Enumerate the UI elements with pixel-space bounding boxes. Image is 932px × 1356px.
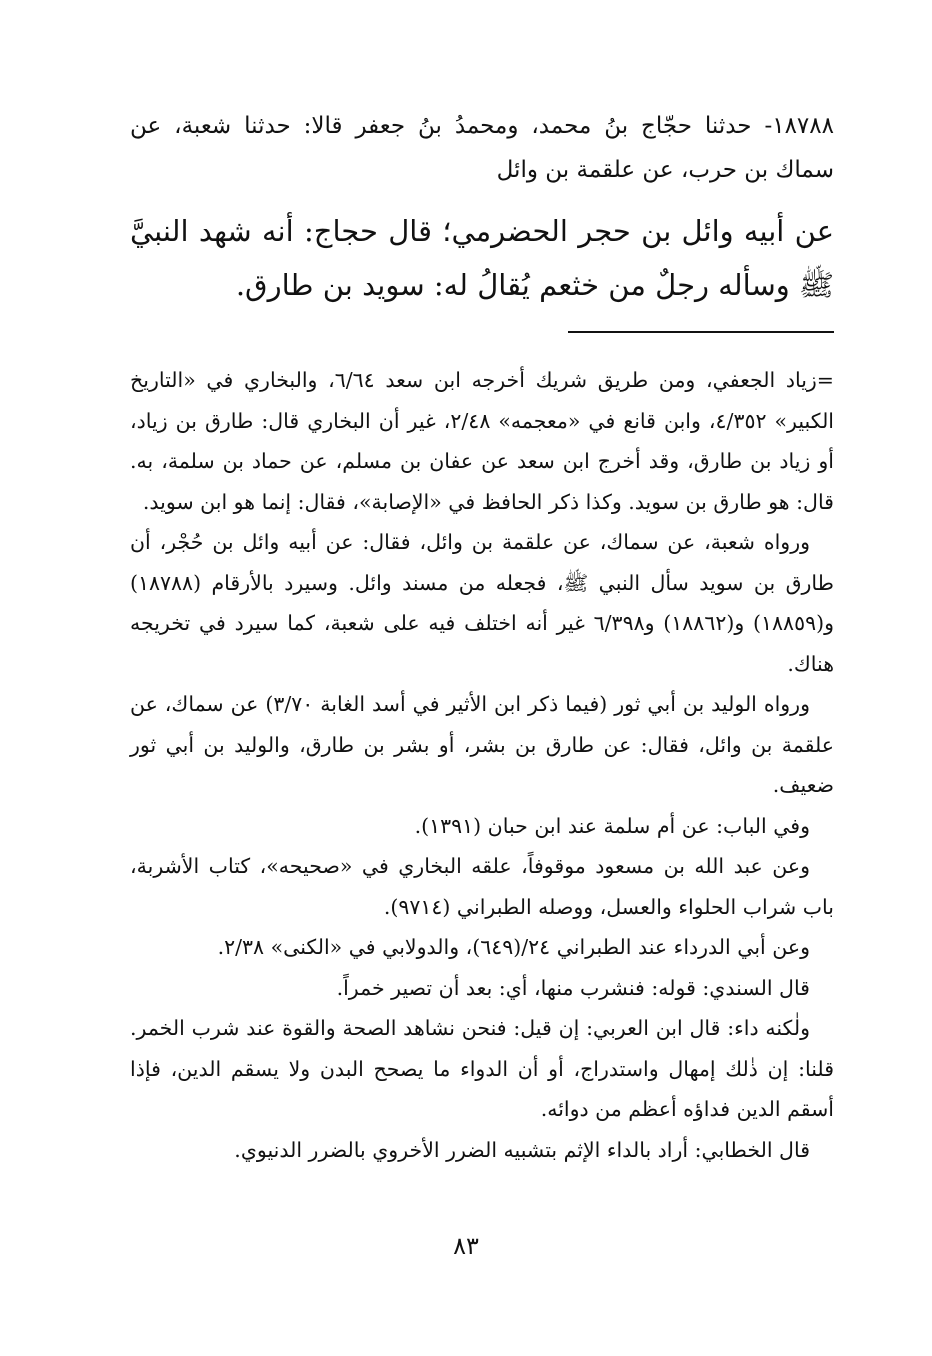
footnote-paragraph: ولٰكنه داء: قال ابن العربي: إن قيل: فنحن نشاهد الصحة والقوة عند شرب الخمر. قلنا: إن ذٰلك إمهال واستدراج، أو أن الدواء ما يصحح البدن ولا يسقم الدين، فإذا أسقم الدين فداؤه أعظم من دوائه. bbox=[130, 1016, 834, 1121]
footnote-divider bbox=[568, 331, 834, 333]
footnote-paragraph: قال السندي: قوله: فنشرب منها، أي: بعد أن تصير خمراً. bbox=[336, 975, 810, 1000]
footnote-continuation: =زياد الجعفي، ومن طريق شريك أخرجه ابن سعد ٦/٦٤، والبخاري في «التاريخ الكبير» ٤/٣٥٢، وابن قانع في «معجمه» ٢/٤٨، غير أن البخاري قال: طارق بن زياد، أو زياد بن طارق، وقد أخرج ابن سعد عن عفان بن مسلم، عن حماد بن سلمة، به. قال: هو طارق بن سويد. وكذا ذكر الحافظ في «الإصابة»، فقال: إنما هو ابن سويد. bbox=[130, 368, 835, 514]
footnote-paragraph: قال الخطابي: أراد بالداء الإثم بتشبيه الضرر الأخروي بالضرر الدنيوي. bbox=[234, 1137, 810, 1162]
page-number: ٨٣ bbox=[453, 1232, 479, 1260]
hadith-chain: ١٨٧٨٨- حدثنا حجّاج بنُ محمد، ومحمدُ بنُ جعفر قالا: حدثنا شعبة، عن سماك بن حرب، عن علقمة بن وائل bbox=[130, 113, 834, 183]
footnote-paragraph: وعن أبي الدرداء عند الطبراني ٢٤/(٦٤٩)، والدولابي في «الكنى» ٢/٣٨. bbox=[217, 935, 810, 959]
footnote-paragraph: وفي الباب: عن أم سلمة عند ابن حبان (١٣٩١). bbox=[414, 813, 810, 838]
footnotes-section bbox=[130, 360, 834, 1170]
footnote-paragraph: ورواه شعبة، عن سماك، عن علقمة بن وائل، فقال: عن أبيه وائل بن حُجْر، أن طارق بن سويد سأل النبي ﷺ، فجعله من مسند وائل. وسيرد بالأرقام (١٨٧٨٨) و(١٨٨٥٩) و(١٨٨٦٢) و٦/٣٩٨ غير أنه اختلف فيه على شعبة، كما سيرد في تخريجه هناك. bbox=[130, 530, 834, 676]
footnote-paragraph: وعن عبد الله بن مسعود موقوفاً، علقه البخاري في «صحيحه»، كتاب الأشربة، باب شراب الحلواء والعسل، ووصله الطبراني (٩٧١٤). bbox=[130, 854, 834, 919]
footnote-paragraph: ورواه الوليد بن أبي ثور (فيما ذكر ابن الأثير في أسد الغابة ٣/٧٠) عن سماك، عن علقمة بن وائل، فقال: عن طارق بن بشر، أو بشر بن طارق، والوليد بن أبي ثور ضعيف. bbox=[130, 692, 834, 797]
hadith-matn: عن أبيه وائل بن حجر الحضرمي؛ قال حجاج: أنه شهد النبيَّ ﷺ وسأله رجلٌ من خثعم يُقالُ له: سويد بن طارق. bbox=[130, 214, 834, 302]
